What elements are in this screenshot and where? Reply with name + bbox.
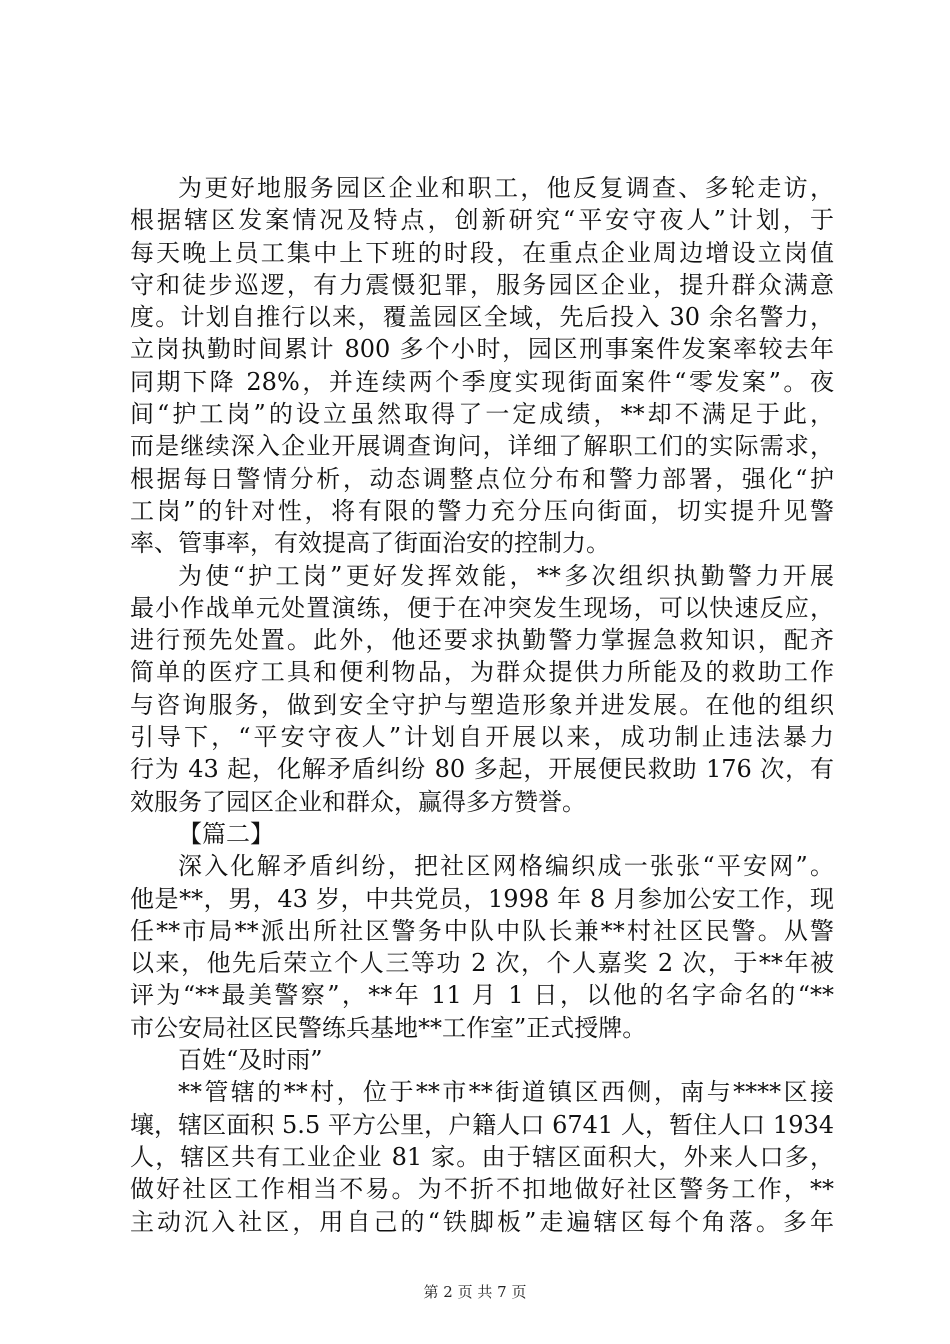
document-body xyxy=(130,172,834,1238)
text-line: **管辖的**村，位于**市**街道镇区西侧，南与****区接 xyxy=(178,1078,834,1107)
text-line: 以来，他先后荣立个人三等功 2 次，个人嘉奖 2 次，于**年被 xyxy=(130,949,834,978)
text-line: 最小作战单元处置演练，便于在冲突发生现场，可以快速反应， xyxy=(130,593,834,622)
text-line: 百姓“及时雨” xyxy=(178,1046,323,1075)
text-line: 效服务了园区企业和群众，赢得多方赞誉。 xyxy=(130,787,586,816)
text-line: 任**市局**派出所社区警务中队中队长兼**村社区民警。从警 xyxy=(130,916,834,945)
text-line: 主动沉入社区，用自己的“铁脚板”走遍辖区每个角落。多年 xyxy=(130,1207,834,1236)
page-footer: 第 2 页 共 7 页 xyxy=(423,1283,527,1301)
text-line: 同期下降 28%，并连续两个季度实现街面案件“零发案”。夜 xyxy=(130,367,834,396)
text-line: 做好社区工作相当不易。为不折不扣地做好社区警务工作，** xyxy=(130,1175,834,1204)
text-line: 而是继续深入企业开展调查询问，详细了解职工们的实际需求， xyxy=(130,432,834,461)
text-line: 【篇二】 xyxy=(178,819,274,848)
text-line: 为更好地服务园区企业和职工，他反复调查、多轮走访， xyxy=(178,174,834,202)
text-line: 市公安局社区民警练兵基地**工作室”正式授牌。 xyxy=(130,1013,647,1042)
text-line: 引导下，“平安守夜人”计划自开展以来，成功制止违法暴力 xyxy=(130,723,834,752)
text-line: 度。计划自推行以来，覆盖园区全域，先后投入 30 余名警力， xyxy=(130,303,834,332)
text-line: 与咨询服务，做到安全守护与塑造形象并进发展。在他的组织 xyxy=(130,690,834,719)
text-line: 为使“护工岗”更好发挥效能，**多次组织执勤警力开展 xyxy=(178,561,834,590)
text-line: 简单的医疗工具和便利物品，为群众提供力所能及的救助工作 xyxy=(130,658,834,687)
text-line: 守和徒步巡逻，有力震慑犯罪，服务园区企业，提升群众满意 xyxy=(130,270,834,299)
text-line: 间“护工岗”的设立虽然取得了一定成绩，**却不满足于此， xyxy=(130,400,834,429)
text-line: 进行预先处置。此外，他还要求执勤警力掌握急救知识，配齐 xyxy=(130,626,834,655)
text-line: 每天晚上员工集中上下班的时段，在重点企业周边增设立岗值 xyxy=(130,238,834,267)
text-line: 根据辖区发案情况及特点，创新研究“平安守夜人”计划，于 xyxy=(130,206,834,235)
text-line: 率、管事率，有效提高了街面治安的控制力。 xyxy=(130,529,610,558)
text-line: 立岗执勤时间累计 800 多个小时，园区刑事案件发案率较去年 xyxy=(130,335,834,364)
text-line: 壤，辖区面积 5.5 平方公里，户籍人口 6741 人，暂住人口 1934 xyxy=(130,1110,834,1139)
text-line: 评为“**最美警察”，**年 11 月 1 日，以他的名字命名的“** xyxy=(130,981,834,1010)
text-line: 他是**，男，43 岁，中共党员，1998 年 8 月参加公安工作，现 xyxy=(130,884,834,913)
text-line: 深入化解矛盾纠纷，把社区网格编织成一张张“平安网”。 xyxy=(178,852,834,881)
text-line: 人，辖区共有工业企业 81 家。由于辖区面积大，外来人口多， xyxy=(130,1142,834,1171)
text-line: 根据每日警情分析，动态调整点位分布和警力部署，强化“护 xyxy=(130,464,834,493)
text-line: 工岗”的针对性，将有限的警力充分压向街面，切实提升见警 xyxy=(130,496,834,525)
text-line: 行为 43 起，化解矛盾纠纷 80 多起，开展便民救助 176 次，有 xyxy=(130,755,834,784)
